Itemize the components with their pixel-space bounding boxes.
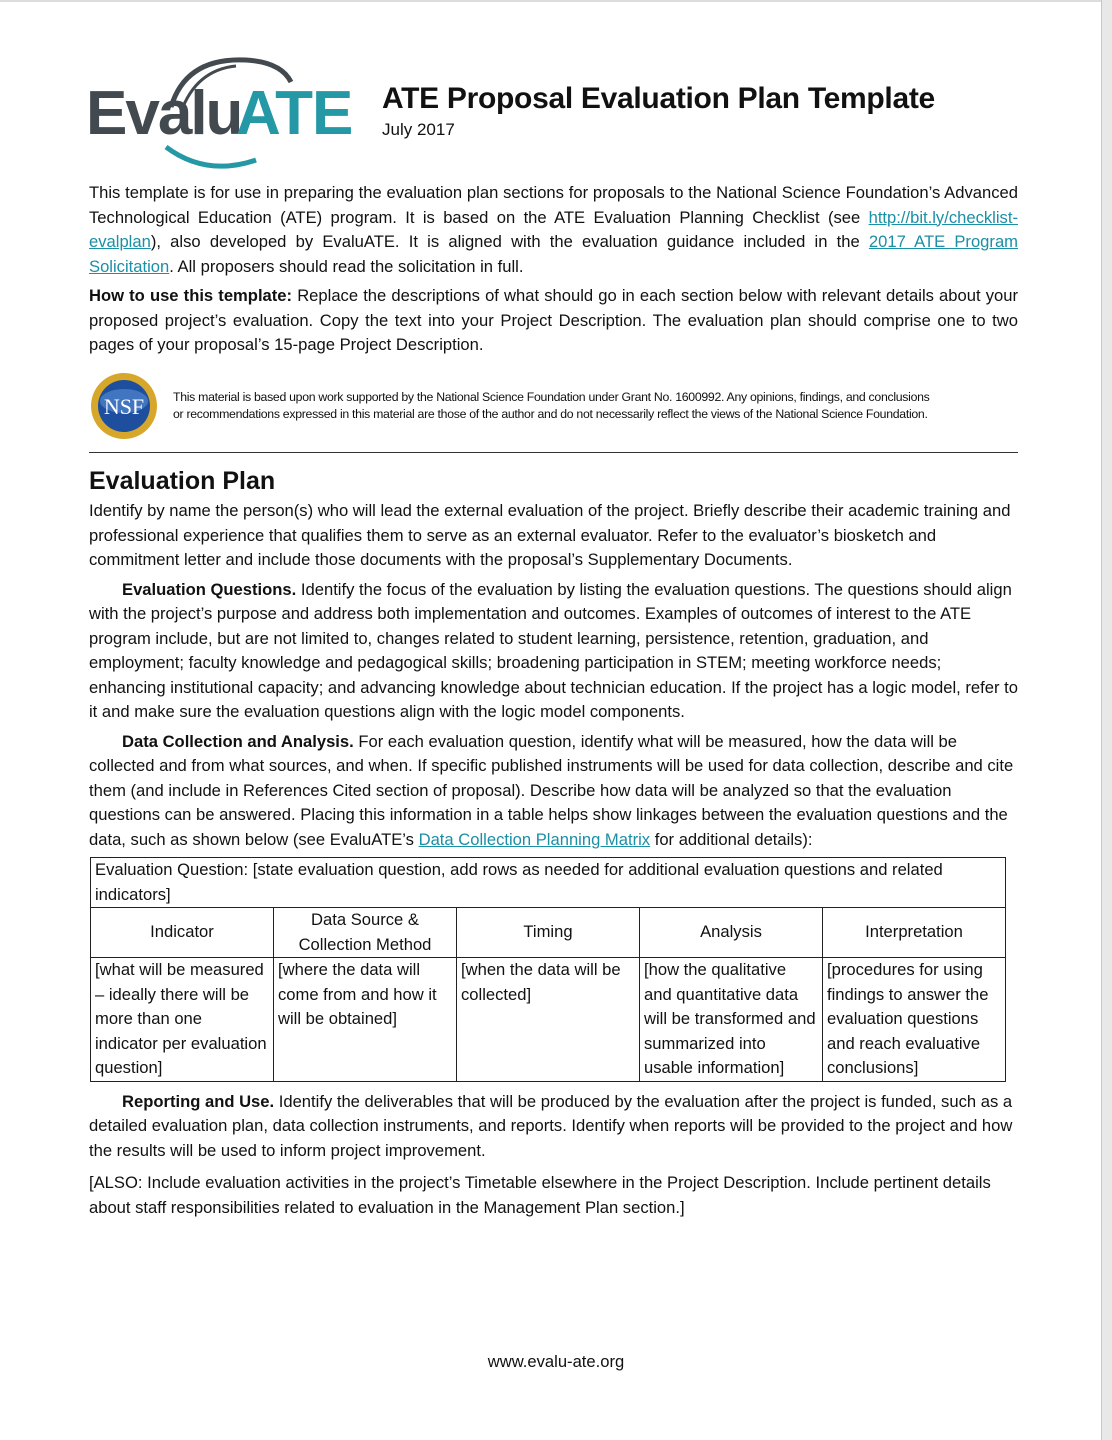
cell-interpretation: [procedures for using findings to answer the evaluation questions and reach evaluative conclusions] (823, 958, 1006, 1082)
nsf-notice (89, 368, 1018, 444)
matrix-link[interactable]: Data Collection Planning Matrix (418, 829, 651, 849)
divider (89, 452, 1018, 453)
also-paragraph: [ALSO: Include evaluation activities in the project’s Timetable elsewhere in the Project Description. Include pertinent details about staff responsibilities related to evaluation in the Management Plan section.] (89, 1173, 991, 1217)
header-data-source: Data Source & Collection Method (274, 908, 457, 958)
how-to-label: How to use this template: (89, 286, 293, 305)
document-body (89, 181, 1018, 1225)
nsf-notice-line2: or recommendations expressed in this material are those of the author and do not necessarily reflect the views of the National Science Foundation. (173, 406, 928, 421)
nsf-logo (89, 371, 159, 441)
svg-text:Evalu: Evalu (86, 79, 242, 148)
evaluator-paragraph: Identify by name the person(s) who will lead the external evaluation of the project. Briefly describe their academic training and professional experience that qualifies them to serve as an external evaluator. Refer to the evaluator’s biosketch and commitment letter and include those documents with the proposal’s Supplementary Documents. (89, 501, 1011, 569)
svg-text:ATE: ATE (236, 79, 353, 148)
table-row (91, 958, 1006, 1082)
questions-paragraph (89, 578, 1018, 725)
text: ), also developed by EvaluATE. It is aligned with the evaluation guidance included in the (150, 232, 869, 251)
text: for additional details): (650, 829, 813, 849)
questions-label: Evaluation Questions. (122, 579, 297, 599)
data-collection-label: Data Collection and Analysis. (122, 731, 354, 751)
text: Identify the focus of the evaluation by listing the evaluation questions. The questions should align with the project’s purpose and address both implementation and outcomes. Examples of outcomes of interest to the ATE program include, but are not limited to, changes related to student learning, persistence, retention, graduation, and employment; faculty knowledge and pedagogical skills; broadening participation in STEM; meeting workforce needs; enhancing institutional capacity; and advancing knowledge about technician education. If the project has a logic model, refer to it and make sure the evaluation questions align with the logic model components. (89, 579, 1018, 721)
page-top-border (0, 0, 1112, 2)
text: For each evaluation question, identify what will be measured, how the data will be collected and from what sources, and when. If specific published instruments will be used for data collection, describe and cite them (and include in References Cited section of proposal). Describe how data will be analyzed so that the evaluation questions can be answered. Placing this information in a table helps show linkages between the evaluation questions and the data, such as shown below (see EvaluATE’s (89, 731, 1014, 849)
footer-url: www.evalu-ate.org (487, 1352, 625, 1371)
cell-data-source: [where the data will come from and how it will be obtained] (274, 958, 457, 1082)
reporting-label: Reporting and Use. (122, 1091, 275, 1111)
document-date: July 2017 (382, 120, 455, 139)
reporting-paragraph (89, 1090, 1018, 1164)
text: Replace the descriptions of what should go in each section below with relevant details about your proposed project’s evaluation. Copy the text into your Project Description. The evaluation plan should comprise one to two pages of your proposal’s 15-page Project Description. (89, 286, 1018, 354)
page-edge (1101, 0, 1112, 1440)
text: . All proposers should read the solicitation in full. (169, 256, 524, 276)
table-caption: Evaluation Question: [state evaluation question, add rows as needed for additional evaluation questions and related indicators] (91, 858, 1006, 908)
checklist-link[interactable]: http://bit.ly/checklist-evalplan (89, 207, 1018, 251)
data-collection-paragraph (89, 730, 1018, 853)
cell-timing: [when the data will be collected] (457, 958, 640, 1082)
text: Identify the deliverables that will be produced by the evaluation after the project is funded, such as a detailed evaluation plan, data collection instruments, and reports. Identify when reports will be provided to the project and how the results will be used to inform project improvement. (89, 1091, 1013, 1160)
data-collection-table (90, 857, 1006, 1082)
header-interpretation: Interpretation (823, 908, 1006, 958)
solicitation-link[interactable]: 2017 ATE Program Solicitation (89, 232, 1018, 276)
table-header-row (91, 908, 1006, 958)
nsf-notice-line1: This material is based upon work supported by the National Science Foundation under Grant No. 1600992. Any opinions, findings, and conclusions (173, 389, 930, 404)
svg-text:NSF: NSF (103, 393, 145, 419)
section-heading: Evaluation Plan (89, 466, 276, 495)
text: This template is for use in preparing the evaluation plan sections for proposals to the National Science Foundation’s Advanced Technological Education (ATE) program. It is based on the ATE Evaluation Planning Checklist (see (89, 183, 1018, 227)
header-indicator: Indicator (91, 908, 274, 958)
header-analysis: Analysis (640, 908, 823, 958)
cell-indicator: [what will be measured – ideally there will be more than one indicator per evaluation question] (91, 958, 274, 1082)
evaluate-logo (86, 52, 366, 172)
header-timing: Timing (457, 908, 640, 958)
intro-paragraph (89, 181, 1018, 279)
how-to-paragraph (89, 284, 1018, 358)
document-title: ATE Proposal Evaluation Plan Template (382, 82, 935, 115)
cell-analysis: [how the qualitative and quantitative data will be transformed and summarized into usable information] (640, 958, 823, 1082)
